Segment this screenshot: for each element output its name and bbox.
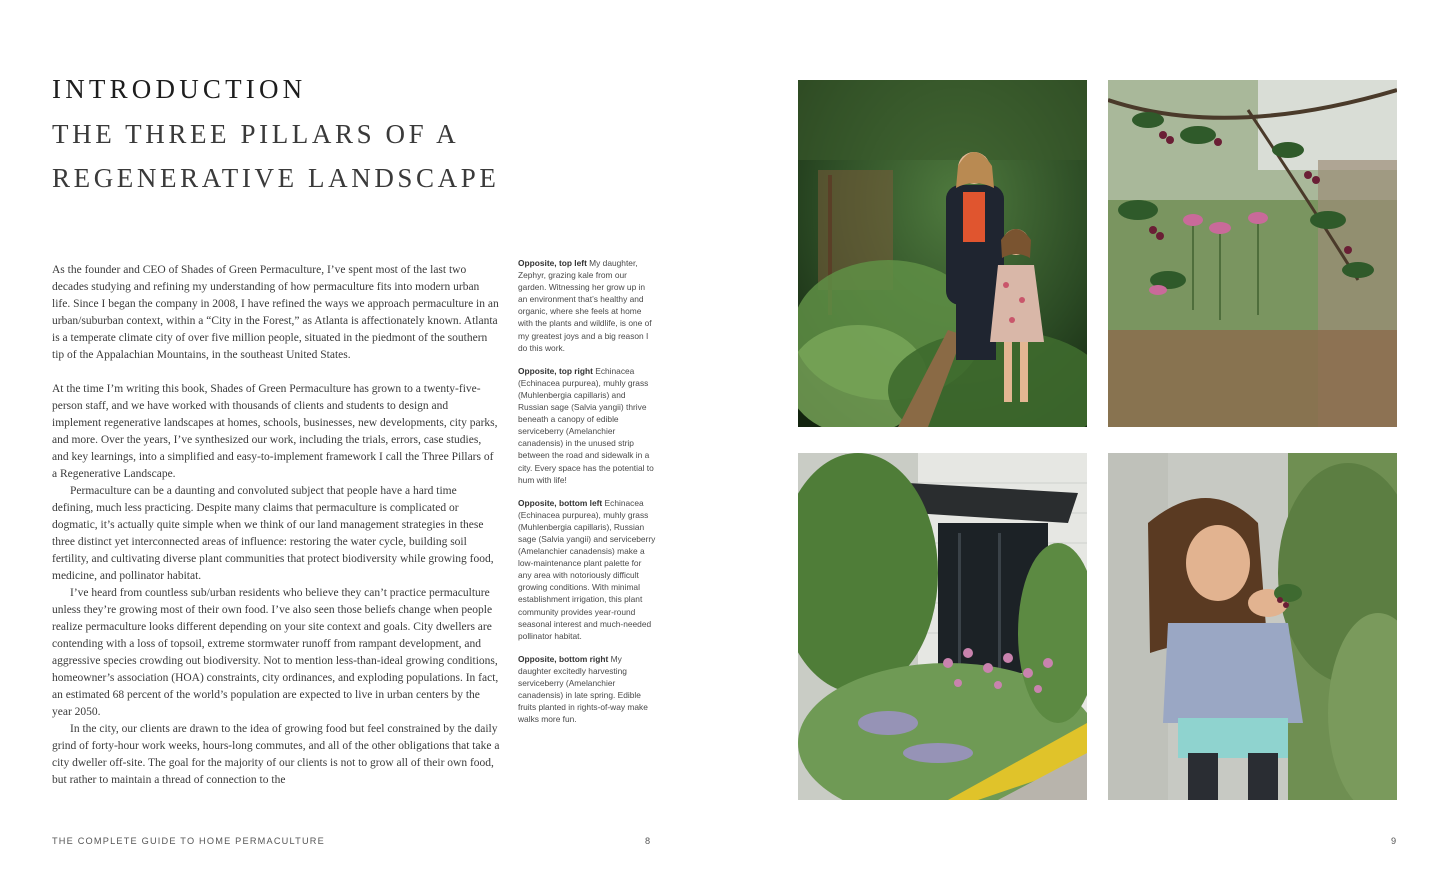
caption-text: Echinacea (Echinacea purpurea), muhly grass (Muhlenbergia capillaris) and Russian sage (Salvia yangii) thrive beneath a canopy of edible serviceberry (Amelanchier canadensis) in the unused strip between the road and sidewalk in a city. Every space has the potential to hum with life! <box>518 365 654 485</box>
caption-bottom-left <box>518 497 656 642</box>
chapter-title-line-2: REGENERATIVE LANDSCAPE <box>52 163 500 193</box>
body-paragraph-3: Permaculture can be a daunting and convoluted subject that people have a hard time defining, much less practicing. Despite many claims that permaculture is complicated or dogmatic, it’s actually quite simple when we think of our land management strategies in these three distinct yet interconnected areas of influence: restoring the water cycle, building soil fertility, and cultivating diverse plant communities that protect biodiversity while growing food, medicine, and pollinator habitat. <box>52 485 494 582</box>
caption-label: Opposite, bottom right <box>518 653 609 664</box>
caption-top-left <box>518 257 656 354</box>
caption-text: My daughter, Zephyr, grazing kale from our garden. Witnessing her grow up in an environment that’s healthy and organic, where she feels at home with the plants and wildlife, is one of my greatest joys and a big reason I do this work. <box>518 258 652 353</box>
caption-label: Opposite, bottom left <box>518 497 603 508</box>
photo-serviceberry-and-echinacea <box>1108 80 1397 427</box>
page-number-right: 9 <box>1391 836 1397 846</box>
page-number-left: 8 <box>645 836 651 846</box>
chapter-heading <box>52 72 692 200</box>
body-paragraph-2: At the time I’m writing this book, Shades of Green Permaculture has grown to a twenty-five-person staff, and we have worked with thousands of clients and students to design and implement regenerative landscapes at homes, schools, businesses, new developments, city parks, and more. Over the years, I’ve synthesized our work, including the trials, errors, case studies, and key learnings, into a simplified and easy-to-implement framework I call the Three Pillars of a Regenerative Landscape. <box>52 383 498 480</box>
caption-text: Echinacea (Echinacea purpurea), muhly grass (Muhlenbergia capillaris), Russian sage (Salvia yangii) and serviceberry (Amelanchier canadensis) make a low-maintenance plant palette for any area with notoriously difficult growing conditions. With minimal establishment irrigation, this plant community provides year-round seasonal interest and much-needed pollinator habitat. <box>518 497 656 641</box>
body-text <box>52 262 500 789</box>
left-page <box>0 0 722 887</box>
body-paragraph-5: In the city, our clients are drawn to the idea of growing food but feel constrained by the daily grind of forty-hour work weeks, hours-long commutes, and all of the other obligations that take a city dweller off-site. The goal for the majority of our clients is not to grow all of their own food, but rather to maintain a thread of connection to the <box>52 723 500 786</box>
photo-woman-and-daughter-in-garden <box>798 80 1087 427</box>
body-paragraph-1: As the founder and CEO of Shades of Green Permaculture, I’ve spent most of the last two decades studying and refining my understanding of how permaculture fits into modern urban life. Since I began the company in 2008, I have refined the ways we approach permaculture in an urban/suburban context, within a “City in the Forest,” as Atlanta is affectionately known. Atlanta is a temperate climate city of over five million people, situated in the piedmont of the southern tip of the Appalachian Mountains, in the southeast United States. <box>52 264 499 361</box>
body-paragraph-4: I’ve heard from countless sub/urban residents who believe they can’t practice permaculture unless they’re growing most of their own food. I’ve also seen those beliefs change when people realize permaculture looks different depending on your site context and goals. City dwellers are contending with a loss of topsoil, extreme stormwater runoff from rampant development, and aggressive species crowding out biodiversity. Not to mention less-than-ideal growing conditions, homeowner’s association (HOA) constraints, city ordinances, and exploding populations. In fact, an estimated 68 percent of the world’s population are expected to live in urban centers by the year 2050. <box>52 587 499 718</box>
chapter-kicker: INTRODUCTION <box>52 74 307 104</box>
chapter-title-line-1: THE THREE PILLARS OF A <box>52 119 460 149</box>
caption-label: Opposite, top right <box>518 365 593 376</box>
caption-bottom-right <box>518 653 656 726</box>
right-page <box>722 0 1445 887</box>
caption-text: My daughter excitedly harvesting serviceberry (Amelanchier canadensis) in late spring. Edible fruits planted in rights-of-way make walks more fun. <box>518 653 648 725</box>
running-footer-title: THE COMPLETE GUIDE TO HOME PERMACULTURE <box>52 836 325 846</box>
chapter-title <box>52 112 692 200</box>
photo-captions <box>518 257 656 736</box>
photo-girl-harvesting-berries <box>1108 453 1397 800</box>
caption-top-right <box>518 365 656 486</box>
photo-plants-by-building <box>798 453 1087 800</box>
caption-label: Opposite, top left <box>518 258 587 268</box>
